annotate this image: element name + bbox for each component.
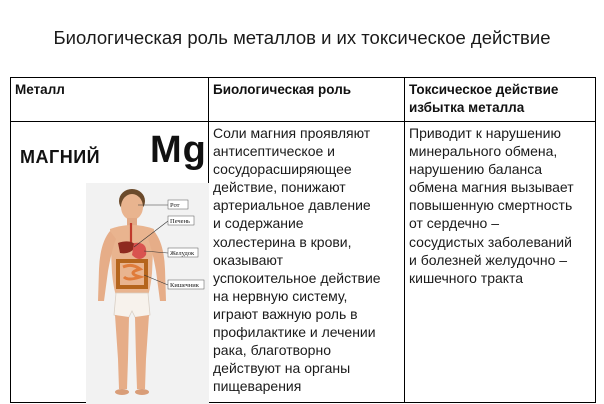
role-line: действие, понижают — [213, 179, 346, 196]
role-line: действуют на органы — [213, 360, 351, 377]
header-divider — [11, 121, 595, 122]
role-line: Соли магния проявляют — [213, 125, 371, 141]
figure-label: Желудок — [170, 250, 195, 257]
role-line: играют важную роль в — [213, 305, 358, 322]
figure-label: Печень — [170, 218, 191, 225]
role-line: успокоительное действие — [213, 269, 381, 286]
toxic-line: от сердечно – — [409, 215, 500, 232]
toxic-line: нарушению баланса — [409, 161, 543, 178]
role-text — [213, 124, 381, 395]
page-title: Биологическая роль металлов и их токсическое действие — [53, 27, 551, 48]
header-metal: Металл — [15, 82, 65, 97]
header-toxic — [409, 81, 558, 117]
toxic-text — [409, 124, 574, 287]
toxic-line: сосудистых заболеваний — [409, 233, 572, 250]
toxic-line: повышенную смертность — [409, 197, 573, 214]
toxic-line: кишечного тракта — [409, 269, 524, 286]
toxic-line: и болезней желудочно – — [409, 251, 568, 268]
figure-label: Кишечник — [170, 282, 199, 289]
toxic-line: обмена магния вызывает — [409, 179, 574, 196]
metal-table — [10, 77, 596, 403]
header-toxic-line: Токсическое действие — [409, 82, 559, 97]
role-line: оказывают — [213, 251, 283, 268]
toxic-line: Приводит к нарушению — [409, 125, 561, 141]
figure-label: Рот — [170, 202, 180, 209]
head — [121, 194, 143, 220]
role-line: антисептическое и — [213, 143, 335, 160]
metal-symbol: Mg — [150, 129, 207, 171]
role-line: холестерина в крови, — [213, 233, 352, 250]
role-line: профилактике и лечении — [213, 324, 376, 341]
column-divider — [404, 78, 405, 402]
role-line: и содержание — [213, 215, 304, 232]
metal-name: МАГНИЙ — [20, 147, 101, 167]
toxic-line: минерального обмена, — [409, 143, 558, 160]
role-line: на нервную систему, — [213, 287, 348, 304]
header-toxic-line: избытка металла — [409, 100, 525, 115]
role-line: пищеварения — [213, 378, 302, 395]
anatomy-figure — [86, 183, 209, 404]
role-line: сосудорасширяющее — [213, 161, 352, 178]
role-line: артериальное давление — [213, 197, 371, 214]
header-role: Биологическая роль — [213, 82, 352, 97]
role-line: рака, благотворно — [213, 342, 331, 359]
